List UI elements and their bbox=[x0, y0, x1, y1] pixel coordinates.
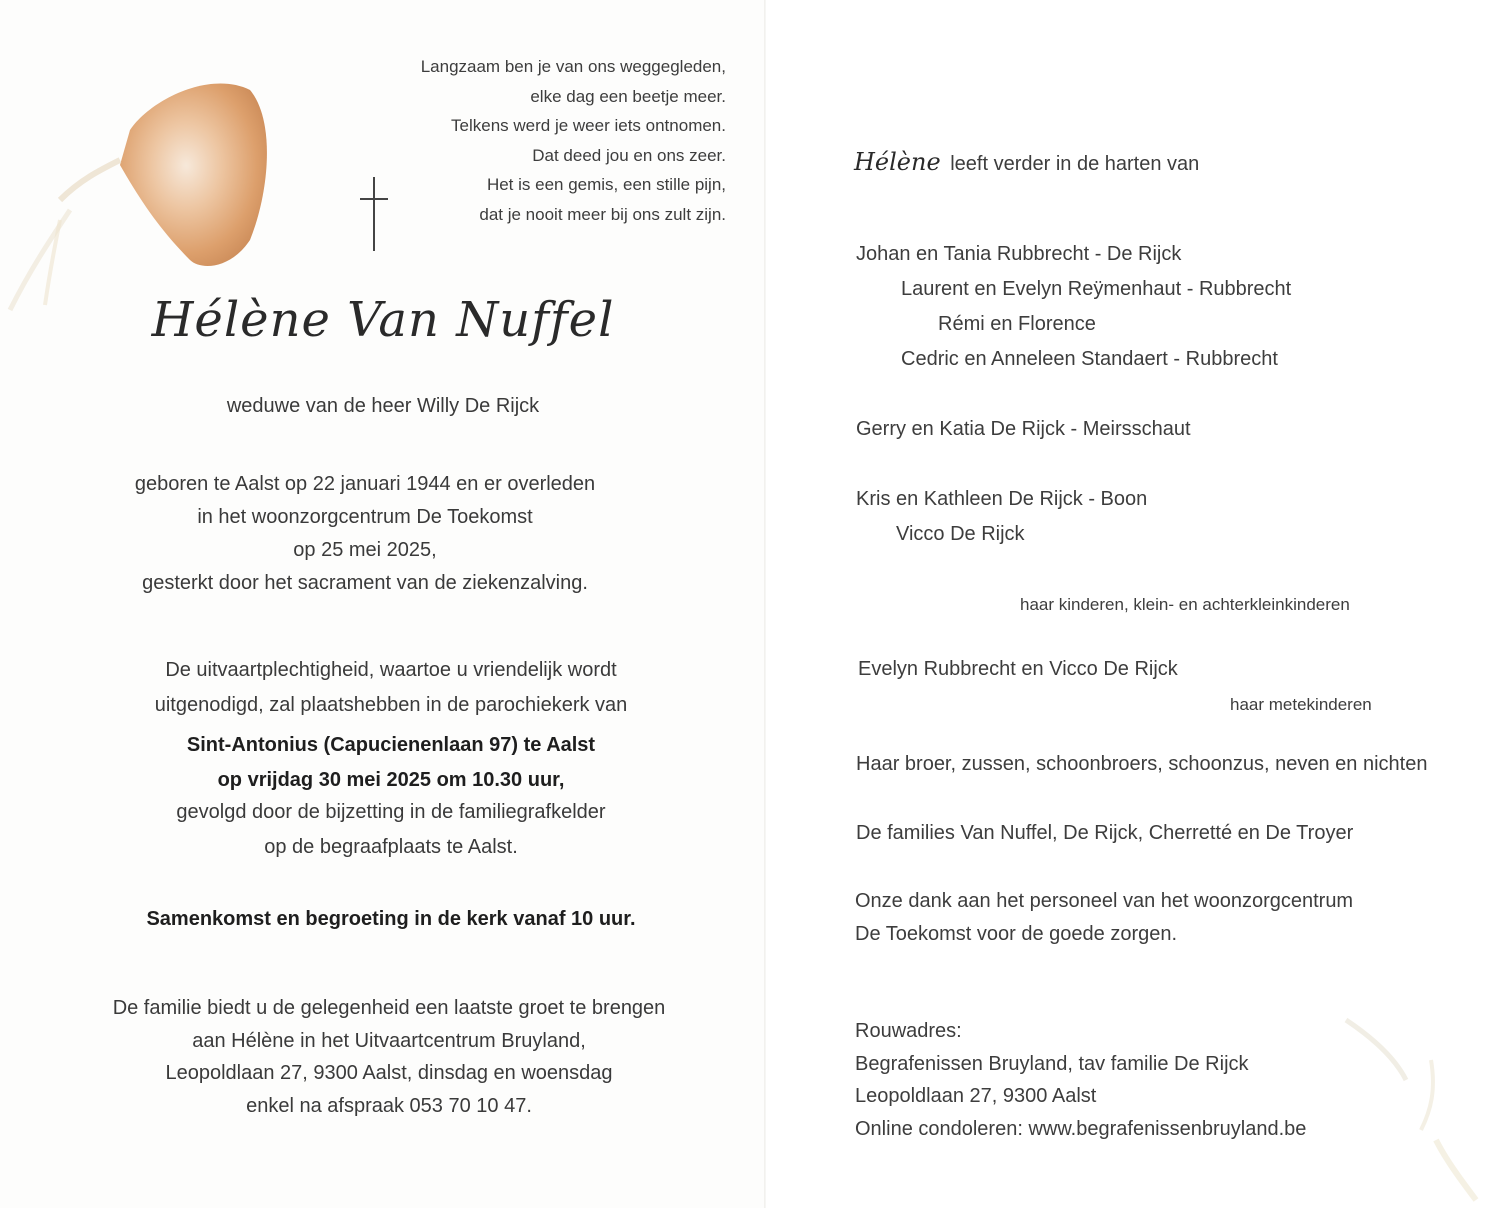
poem-line: Het is een gemis, een stille pijn, bbox=[486, 175, 726, 194]
family-line: Kris en Kathleen De Rijck - Boon bbox=[856, 488, 1148, 510]
birth-line: geboren te Aalst op 22 januari 1944 en er overleden bbox=[134, 473, 596, 495]
poem-line: Telkens werd je weer iets ontnomen. bbox=[451, 116, 726, 135]
family-line: Johan en Tania Rubbrecht - De Rijck bbox=[856, 243, 1182, 265]
widow-of: weduwe van de heer Willy De Rijck bbox=[226, 395, 540, 417]
address-label: Rouwadres: bbox=[855, 1020, 962, 1042]
watercolor-flower-illustration bbox=[0, 70, 290, 330]
thanks-line: De Toekomst voor de goede zorgen. bbox=[855, 923, 1178, 945]
family-line: Gerry en Katia De Rijck - Meirsschaut bbox=[856, 418, 1191, 440]
poem-line: Dat deed jou en ons zeer. bbox=[532, 145, 726, 165]
farewell-line: enkel na afspraak 053 70 10 47. bbox=[246, 1095, 532, 1117]
ceremony-intro: uitgenodigd, zal plaatshebben in de parochiekerk van bbox=[154, 694, 628, 716]
farewell-line: De familie biedt u de gelegenheid een laatste groet te brengen bbox=[112, 997, 666, 1019]
family-line: Cedric en Anneleen Standaert - Rubbrecht bbox=[901, 348, 1278, 370]
right-page bbox=[766, 0, 1509, 1208]
birth-line: gesterkt door het sacrament van de ziekenzalving. bbox=[142, 572, 588, 594]
siblings-line: Haar broer, zussen, schoonbroers, schoonzus, neven en nichten bbox=[856, 753, 1428, 775]
ceremony-after: op de begraafplaats te Aalst. bbox=[264, 836, 518, 858]
family-line: Rémi en Florence bbox=[938, 313, 1096, 335]
ceremony-intro: De uitvaartplechtigheid, waartoe u vriendelijk wordt bbox=[165, 659, 617, 681]
godchildren-caption: haar metekinderen bbox=[1230, 695, 1372, 714]
address-line: Begrafenissen Bruyland, tav familie De Rijck bbox=[855, 1053, 1249, 1075]
family-line: Vicco De Rijck bbox=[896, 523, 1025, 545]
poem-line: elke dag een beetje meer. bbox=[530, 86, 726, 106]
leaf-decoration bbox=[1336, 1000, 1506, 1205]
family-line: Laurent en Evelyn Reÿmenhaut - Rubbrecht bbox=[901, 278, 1292, 300]
online-condolence: Online condoleren: www.begrafenissenbruyland.be bbox=[855, 1118, 1307, 1140]
farewell-line: Leopoldlaan 27, 9300 Aalst, dinsdag en woensdag bbox=[165, 1062, 613, 1084]
thanks-line: Onze dank aan het personeel van het woonzorgcentrum bbox=[855, 890, 1354, 912]
farewell-line: aan Hélène in het Uitvaartcentrum Bruyland, bbox=[192, 1030, 586, 1052]
kids-caption: haar kinderen, klein- en achterkleinkinderen bbox=[1020, 595, 1350, 614]
birth-line: op 25 mei 2025, bbox=[293, 539, 437, 561]
birth-line: in het woonzorgcentrum De Toekomst bbox=[197, 506, 533, 528]
address-line: Leopoldlaan 27, 9300 Aalst bbox=[855, 1085, 1097, 1107]
poem-line: Langzaam ben je van ons weggegleden, bbox=[420, 57, 726, 76]
ceremony-datetime: op vrijdag 30 mei 2025 om 10.30 uur, bbox=[217, 769, 565, 791]
ceremony-after: gevolgd door de bijzetting in de familiegrafkelder bbox=[176, 801, 606, 823]
godchildren: Evelyn Rubbrecht en Vicco De Rijck bbox=[858, 658, 1178, 680]
families-line: De families Van Nuffel, De Rijck, Cherretté en De Troyer bbox=[856, 822, 1354, 844]
right-heading: Hélène leeft verder in de harten van bbox=[854, 148, 1200, 176]
poem bbox=[326, 52, 726, 229]
poem-line: dat je nooit meer bij ons zult zijn. bbox=[479, 204, 726, 224]
gathering-note: Samenkomst en begroeting in de kerk vanaf 10 uur. bbox=[146, 908, 636, 930]
deceased-name: Hélène Van Nuffel bbox=[151, 292, 615, 348]
ceremony-location: Sint-Antonius (Capucienenlaan 97) te Aalst bbox=[186, 734, 596, 756]
